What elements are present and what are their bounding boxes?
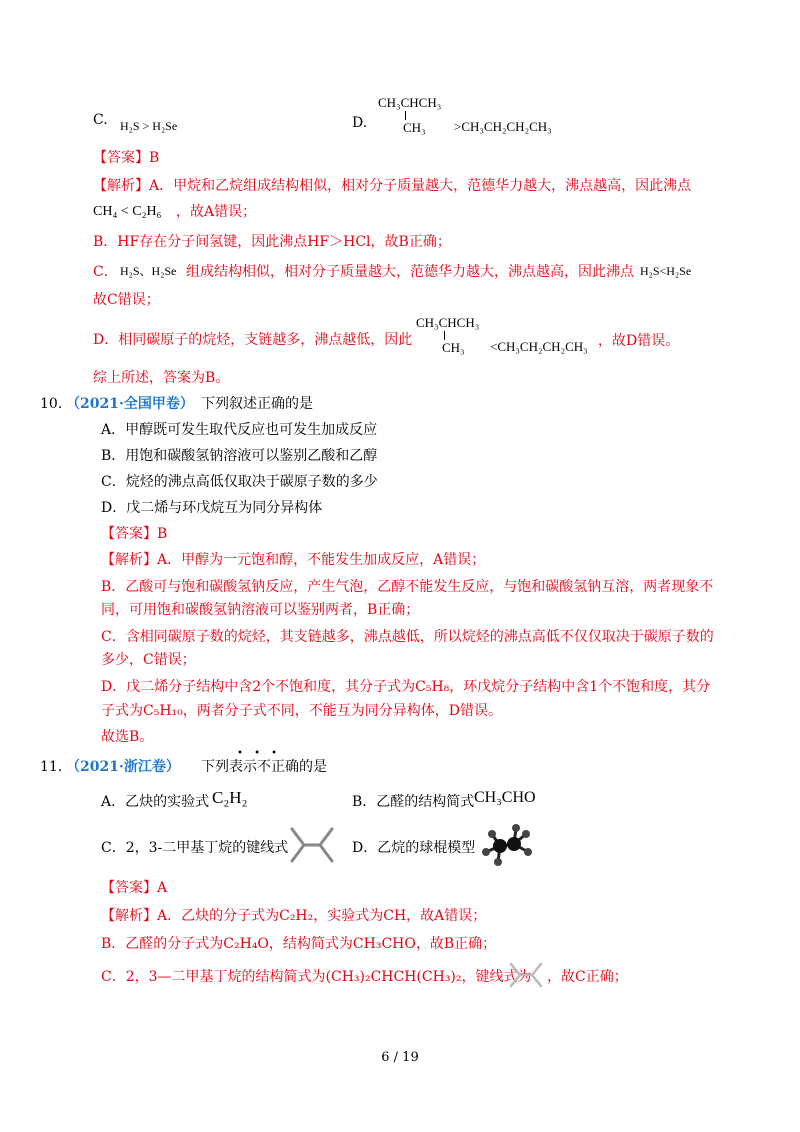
q10-exp-a: 【解析】A．甲醇为一元饱和醇，不能发生加成反应，A错误；: [101, 552, 486, 568]
q9-exp-c-2: 故C错误；: [93, 292, 160, 308]
q9-exp-c-formulas: H₂S、H₂Se: [120, 264, 177, 278]
q11-option-c: C．2，3-二甲基丁烷的键线式: [101, 840, 289, 856]
q10-exp-c-1: C．含相同碳原子数的烷烃，其支链越多，沸点越低，所以烷烃的沸点高低不仅仅取决于碳原子数的: [101, 629, 714, 645]
q9-exp-d-end: ，故D错误。: [598, 333, 680, 349]
q11-exp-b: B．乙醛的分子式为C₂H₄O，结构简式为CH₃CHO，故B正确；: [101, 936, 497, 952]
q9-exp-c-prefix: C．: [93, 264, 118, 280]
q10-exp-c-2: 多少，C错误；: [101, 652, 196, 668]
q9-exp-a-formula: CH₄ < C₂H₆: [93, 204, 162, 219]
q11-answer: 【答案】A: [101, 880, 168, 896]
q9-exp-d-tail: <CH₃CH₂CH₂CH₃: [490, 339, 588, 354]
q10-source: （2021·全国甲卷）: [66, 396, 194, 412]
q11-option-b: B．乙醛的结构简式: [352, 794, 475, 810]
q10-exp-d-1: D．戊二烯分子结构中含2个不饱和度，其分子式为C₅H₈，环戊烷分子结构中含1个不饱和度，其分: [101, 679, 711, 695]
q11-option-d: D．乙烷的球棍模型: [352, 840, 476, 856]
q10-option-c: C．烷烃的沸点高低仅取决于碳原子数的多少: [101, 474, 378, 490]
q10-option-b: B．用饱和碳酸氢钠溶液可以鉴别乙酸和乙醇: [101, 448, 378, 464]
q11-emphasis-dots: • • •: [237, 748, 282, 759]
q9-exp-d-top: CH₃CHCH₃: [416, 315, 480, 330]
bond-line-structure-icon: [288, 825, 336, 865]
q10-exp-d-2: 子式为C₅H₁₀，两者分子式不同，不能互为同分异构体，D错误。: [101, 703, 502, 719]
q9-exp-b: B．HF存在分子间氢键，因此沸点HF＞HCl，故B正确；: [93, 234, 451, 250]
q9-exp-c-compare: H₂S<H₂Se: [640, 264, 692, 278]
q10-exp-b-1: B．乙酸可与饱和碳酸氢钠反应，产生气泡，乙醇不能发生反应，与饱和碳酸氢钠互溶，两者现象不: [101, 579, 714, 595]
q10-option-d: D．戊二烯与环戊烷互为同分异构体: [101, 500, 323, 516]
q11-stem: 下列表示不正确的是: [201, 759, 327, 775]
q9-optC-formula: H₂S > H₂Se: [120, 119, 178, 133]
q11-exp-c: C．2，3—二甲基丁烷的结构简式为(CH₃)₂CHCH(CH₃)₂，键线式为: [101, 969, 532, 985]
page-number: 6 / 19: [381, 1050, 419, 1065]
bond-line-structure-small-icon: [508, 960, 544, 990]
q11-option-b-formula: CH₃CHO: [474, 789, 536, 806]
q9-optD-branch-top: CH₃CHCH₃: [378, 95, 442, 110]
q9-exp-d-bond: [444, 331, 445, 340]
q9-exp-d-prefix: D．相同碳原子的烷烃，支链越多，沸点越低，因此: [93, 332, 413, 348]
q11-option-a: A．乙炔的实验式: [101, 794, 210, 810]
q10-stem: 下列叙述正确的是: [201, 396, 313, 412]
q9-answer: 【答案】B: [93, 150, 160, 166]
ball-stick-model-icon: [478, 822, 534, 866]
q9-optD-bond: [405, 111, 406, 120]
q9-exp-d-bottom: CH₃: [442, 340, 465, 355]
q11-option-a-formula: C₂H₂: [212, 788, 248, 807]
q10-exp-b-2: 同，可用饱和碳酸氢钠溶液可以鉴别两者，B正确；: [101, 602, 420, 618]
q9-summary: 综上所述，答案为B。: [93, 370, 230, 386]
q9-optC-label: C.: [93, 112, 108, 128]
q11-exp-c-end: ，故C正确；: [547, 969, 628, 985]
q11-exp-a: 【解析】A．乙炔的分子式为C₂H₂，实验式为CH，故A错误；: [101, 908, 487, 924]
q10-conclusion: 故选B。: [101, 729, 154, 745]
q9-exp-c-1: 组成结构相似，相对分子质量越大，范德华力越大，沸点越高，因此沸点: [186, 264, 634, 280]
q9-optD-label: D.: [352, 115, 368, 131]
q10-option-a: A．甲醇既可发生取代反应也可发生加成反应: [101, 422, 378, 438]
q10-number: 10.: [40, 396, 63, 412]
q9-exp-a-1: 【解析】A．甲烷和乙烷组成结构相似，相对分子质量越大，范德华力越大，沸点越高，因此沸点: [93, 178, 692, 194]
q11-number: 11.: [40, 759, 63, 775]
q9-optD-branch-bottom: CH₃: [403, 120, 426, 135]
q11-source: （2021·浙江卷）: [66, 759, 180, 775]
q10-answer: 【答案】B: [101, 526, 168, 542]
q9-exp-a-2: ，故A错误；: [176, 204, 257, 220]
q9-optD-tail: >CH₃CH₂CH₂CH₃: [454, 119, 552, 134]
